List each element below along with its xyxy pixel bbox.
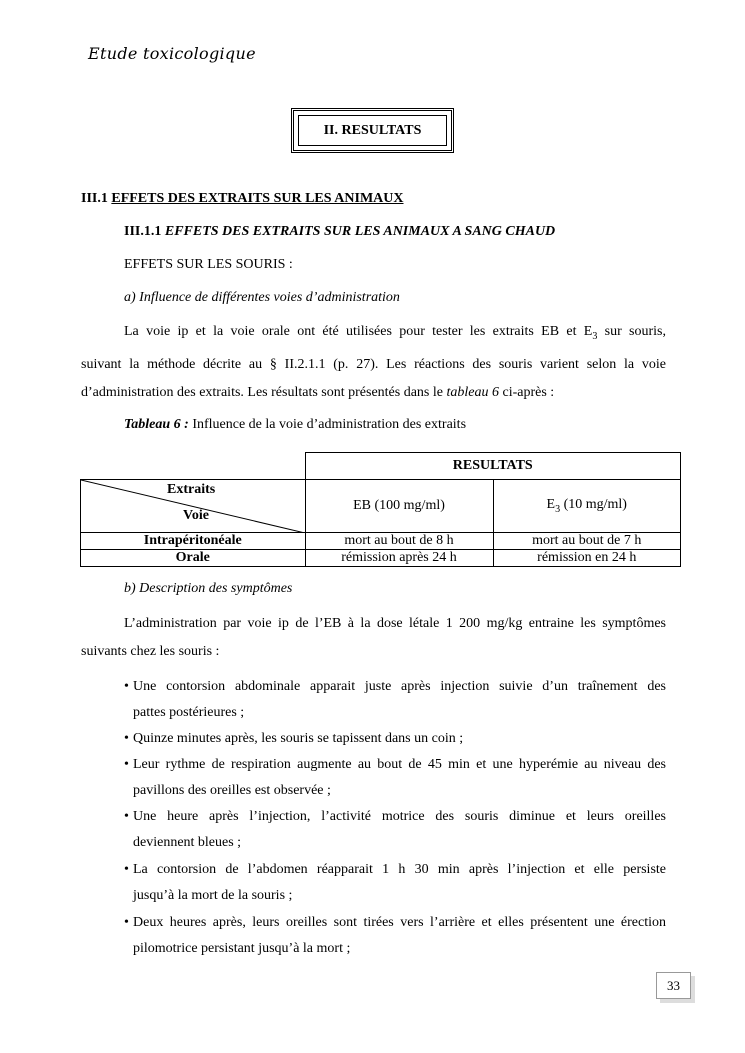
bullet-icon: • <box>124 809 129 824</box>
table-group-header: RESULTATS <box>305 453 681 480</box>
heading-1-text: EFFETS DES EXTRAITS SUR LES ANIMAUX <box>111 191 404 206</box>
table-caption-label: Tableau 6 : <box>124 417 189 432</box>
column-header-e3: $E_3$ (10 mg/ml) <box>493 480 681 533</box>
paragraph-1-line-3: d’administration des extraits. Les résultats sont présentés dans le tableau 6 ci-après : <box>81 384 555 400</box>
route-cell: Orale <box>81 550 306 567</box>
subheading-b: b) Description des symptômes <box>124 581 293 596</box>
bullet-icon: • <box>124 731 129 746</box>
paragraph-1-line-1: La voie ip et la voie orale ont été utilisées pour tester les extraits EB et $E_3$ sur souris, <box>124 324 666 342</box>
subheading-a: a) Influence de différentes voies d’administration <box>124 290 400 305</box>
table-subheader-row <box>81 480 681 533</box>
heading-1 <box>81 191 404 207</box>
e3-result-cell: rémission en 24 h <box>493 550 681 567</box>
section-title-box <box>291 108 454 153</box>
list-item: • Une heure après l’injection, l’activité motrice des souris diminue et leurs oreilles deviennent bleues ; <box>124 804 666 856</box>
list-item: • Quinze minutes après, les souris se tapissent dans un coin ; <box>124 726 666 752</box>
bullet-icon: • <box>124 679 129 694</box>
bullet-icon: • <box>124 862 129 877</box>
heading-2-number: III.1.1 <box>124 224 162 239</box>
route-cell: Intrapéritonéale <box>81 533 306 550</box>
list-item: • Leur rythme de respiration augmente au bout de 45 min et une hyperémie au niveau des pavillons des oreilles est observée ; <box>124 752 666 804</box>
table-empty-corner <box>81 453 306 480</box>
paragraph-1 <box>81 318 666 407</box>
eb-result-cell: rémission après 24 h <box>305 550 493 567</box>
running-header: Etude toxicologique <box>88 44 256 63</box>
paragraph-2-line-2: suivants chez les souris : <box>81 644 220 659</box>
column-header-eb: EB (100 mg/ml) <box>305 480 493 533</box>
page-number: 33 <box>656 972 691 999</box>
e3-result-cell: mort au bout de 7 h <box>493 533 681 550</box>
table-row <box>81 533 681 550</box>
corner-label-extraits: Extraits <box>167 482 216 497</box>
list-item: • Une contorsion abdominale apparait juste après injection suivie d’un traînement des pattes postérieures ; <box>124 674 666 726</box>
section-title: II. RESULTATS <box>323 122 422 138</box>
eb-result-cell: mort au bout de 8 h <box>305 533 493 550</box>
results-table <box>80 452 681 567</box>
bullet-icon: • <box>124 915 129 930</box>
heading-1-number: III.1 <box>81 191 108 206</box>
paragraph-1-line-2: suivant la méthode décrite au § II.2.1.1 (p. 27). Les réactions des souris varient selon la voie <box>81 356 666 372</box>
heading-2-text: EFFETS DES EXTRAITS SUR LES ANIMAUX A SANG CHAUD <box>164 224 556 239</box>
list-item: • La contorsion de l’abdomen réapparait 1 h 30 min après l’injection et elle persiste jusqu’à la mort de la souris ; <box>124 857 666 909</box>
corner-label-voie: Voie <box>183 508 209 523</box>
heading-3: EFFETS SUR LES SOURIS : <box>124 257 293 272</box>
table-row <box>81 550 681 567</box>
paragraph-2-line-1: L’administration par voie ip de l’EB à la dose létale 1 200 mg/kg entraine les symptômes <box>124 616 666 631</box>
table-header-row <box>81 453 681 480</box>
bullet-icon: • <box>124 757 129 772</box>
paragraph-2 <box>81 610 666 666</box>
table-reference: tableau 6 <box>446 384 499 400</box>
table-caption <box>124 417 466 433</box>
heading-2 <box>124 224 555 240</box>
table-diagonal-corner <box>81 480 306 533</box>
list-item: • Deux heures après, leurs oreilles sont tirées vers l’arrière et elles présentent une érection pilomotrice persistant jusqu’à la mort ; <box>124 910 666 962</box>
table-caption-text: Influence de la voie d’administration des extraits <box>188 417 467 432</box>
